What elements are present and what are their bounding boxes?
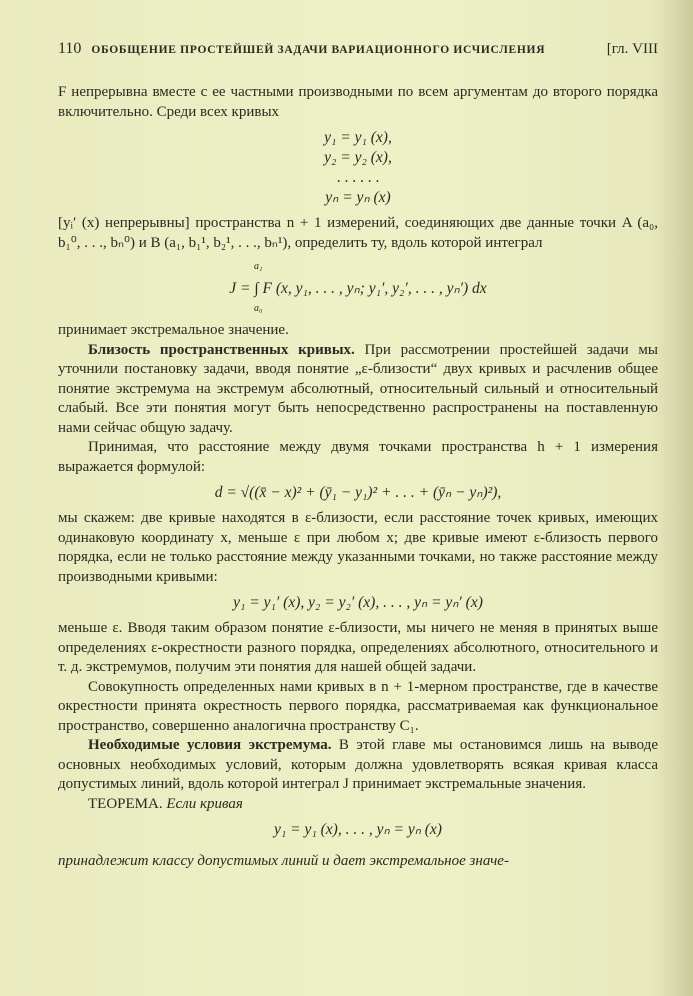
distance-formula: d = √((x̄ − x)² + (ȳ₁ − y₁)² + . . . + (ȳₙ − yₙ)²), xyxy=(214,484,502,501)
chapter-label: [гл. VIII xyxy=(606,41,658,57)
theorem-text: Если кривая xyxy=(162,795,243,812)
paragraph: меньше ε. Вводя таким образом понятие ε-близости, мы ничего не меняя в принятых выше определениях ε-окрестности разного порядка, определениях абсолютного, относительного и т. д. экстремумов, получим эти понятия для нашей общей задачи. xyxy=(58,620,658,675)
running-title: ОБОБЩЕНИЕ ПРОСТЕЙШЕЙ ЗАДАЧИ ВАРИАЦИОННОГО ИСЧИСЛЕНИЯ xyxy=(91,44,546,56)
section-heading: Необходимые условия экстремума. xyxy=(88,737,332,753)
paragraph: Совокупность определенных нами кривых в n + 1-мерном пространстве, где в качестве окрестности принята окрестность первого порядка, рассматриваемая как функциональное пространство, совершенно аналогична пространству C₁. xyxy=(58,678,658,734)
integral-expression: J = ∫ F (x, y₁, . . . , yₙ; y₁′, y₂′, . . . , yₙ′) dx xyxy=(229,280,487,297)
paragraph xyxy=(58,341,658,439)
upper-limit: a₁ xyxy=(254,261,263,272)
formula-line: y₁ = y₁ (x), xyxy=(324,129,392,146)
theorem-formula: y₁ = y₁ (x), . . . , yₙ = yₙ (x) xyxy=(274,821,442,838)
paragraph: мы скажем: две кривые находятся в ε-близости, если расстояние точек кривых, имеющих одинаковую координату x, меньше ε при любом x; две кривые имеют ε-близость первого порядка, если не только расстояние между указанными точками, но также расстояние между производными кривыми: xyxy=(58,510,658,585)
page-header xyxy=(58,40,658,62)
paragraph xyxy=(58,736,658,795)
book-page xyxy=(58,40,658,872)
formula-curves xyxy=(58,128,658,208)
page-number: 110 xyxy=(58,40,82,57)
paragraph: F непрерывна вместе с ее частными производными по всем аргументам до второго порядка включительно. Среди всех кривых xyxy=(58,84,658,120)
derivative-formula: y₁ = y₁′ (x), y₂ = y₂′ (x), . . . , yₙ = yₙ′ (x) xyxy=(233,594,483,611)
theorem-label: ТЕОРЕМА. xyxy=(88,795,163,812)
formula-line: y₂ = y₂ (x), xyxy=(324,149,392,166)
paragraph-text: В этой главе мы остановимся лишь на выводе основных необходимых условий, которым должна удовлетворять всякая кривая класса допустимых линий, вдоль которой интеграл J принимает экстремальные значения. xyxy=(58,737,658,792)
formula-line: yₙ = yₙ (x) xyxy=(325,189,391,206)
section-heading: Близость пространственных кривых. xyxy=(88,341,355,358)
paragraph: [yᵢ′ (x) непрерывны] пространства n + 1 измерений, соединяющих две данные точки A (a₀, b₁⁰, . . ., bₙ⁰) и B (a₁, b₁¹, b₂¹, . . ., bₙ¹), определить ту, вдоль которой интеграл xyxy=(58,215,658,251)
paragraph: принимает экстремальное значение. xyxy=(58,322,289,338)
paragraph-text: При рассмотрении простейшей задачи мы уточнили постановку задачи, вводя понятие „ε-близости“ двух кривых и расчленив общее понятие экстремума на экстремум абсолютный, относительный сильный и относительный слабый. Все эти понятия могут быть непосредственно распространены на поставленную нами сейчас общую задачу. xyxy=(58,341,658,436)
integral-formula xyxy=(58,261,658,321)
lower-limit: a₀ xyxy=(254,303,263,314)
theorem xyxy=(58,795,658,815)
paragraph: принадлежит классу допустимых линий и дает экстремальное значе- xyxy=(58,853,509,869)
formula-line: . . . . . . xyxy=(336,169,380,186)
paragraph: Принимая, что расстояние между двумя точками пространства h + 1 измерения выражается формулой: xyxy=(58,439,658,475)
